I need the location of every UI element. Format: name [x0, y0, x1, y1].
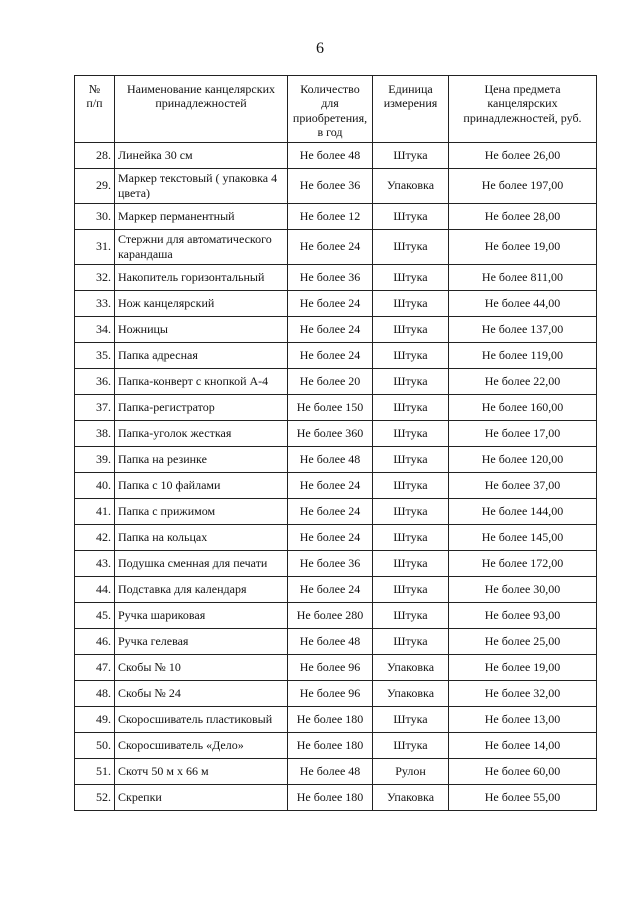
- item-price: Не более 17,00: [449, 420, 597, 446]
- item-price: Не более 26,00: [449, 142, 597, 168]
- table-row: [75, 142, 597, 168]
- item-unit: Штука: [373, 628, 449, 654]
- item-quantity: Не более 180: [288, 732, 373, 758]
- item-price: Не более 19,00: [449, 654, 597, 680]
- item-quantity: Не более 48: [288, 628, 373, 654]
- item-name: Ножницы: [115, 316, 288, 342]
- item-quantity: Не более 20: [288, 368, 373, 394]
- table-row: [75, 732, 597, 758]
- item-name: Папка на резинке: [115, 446, 288, 472]
- table-row: [75, 316, 597, 342]
- item-quantity: Не более 24: [288, 290, 373, 316]
- table-row: [75, 446, 597, 472]
- item-name: Папка адресная: [115, 342, 288, 368]
- item-quantity: Не более 180: [288, 706, 373, 732]
- table-row: [75, 706, 597, 732]
- item-name: Ручка шариковая: [115, 602, 288, 628]
- item-unit: Штука: [373, 264, 449, 290]
- row-number: 29.: [75, 168, 115, 203]
- item-quantity: Не более 48: [288, 758, 373, 784]
- item-unit: Упаковка: [373, 680, 449, 706]
- item-quantity: Не более 360: [288, 420, 373, 446]
- item-quantity: Не более 96: [288, 680, 373, 706]
- item-quantity: Не более 36: [288, 550, 373, 576]
- item-name: Папка с 10 файлами: [115, 472, 288, 498]
- item-quantity: Не более 96: [288, 654, 373, 680]
- item-price: Не более 25,00: [449, 628, 597, 654]
- row-number: 47.: [75, 654, 115, 680]
- header-number: [75, 76, 115, 143]
- item-price: Не более 811,00: [449, 264, 597, 290]
- item-quantity: Не более 12: [288, 203, 373, 229]
- item-price: Не более 32,00: [449, 680, 597, 706]
- item-unit: Штука: [373, 203, 449, 229]
- row-number: 48.: [75, 680, 115, 706]
- item-name: Накопитель горизонтальный: [115, 264, 288, 290]
- row-number: 43.: [75, 550, 115, 576]
- item-name: Папка-конверт с кнопкой А-4: [115, 368, 288, 394]
- item-unit: Штука: [373, 602, 449, 628]
- table-row: [75, 524, 597, 550]
- item-unit: Штука: [373, 342, 449, 368]
- item-name: Папка с прижимом: [115, 498, 288, 524]
- item-price: Не более 93,00: [449, 602, 597, 628]
- item-quantity: Не более 36: [288, 264, 373, 290]
- row-number: 39.: [75, 446, 115, 472]
- item-quantity: Не более 24: [288, 524, 373, 550]
- row-number: 49.: [75, 706, 115, 732]
- row-number: 35.: [75, 342, 115, 368]
- item-quantity: Не более 24: [288, 498, 373, 524]
- item-unit: Штука: [373, 142, 449, 168]
- row-number: 46.: [75, 628, 115, 654]
- item-price: Не более 172,00: [449, 550, 597, 576]
- table-row: [75, 168, 597, 203]
- table-row: [75, 394, 597, 420]
- header-unit: [373, 76, 449, 143]
- item-name: Скотч 50 м х 66 м: [115, 758, 288, 784]
- item-unit: Штука: [373, 524, 449, 550]
- table-row: [75, 758, 597, 784]
- item-price: Не более 14,00: [449, 732, 597, 758]
- item-unit: Штука: [373, 446, 449, 472]
- item-unit: Штука: [373, 316, 449, 342]
- table-row: [75, 420, 597, 446]
- header-quantity-text: Количество для приобретения, в год: [292, 82, 368, 140]
- item-price: Не более 22,00: [449, 368, 597, 394]
- item-price: Не более 28,00: [449, 203, 597, 229]
- item-unit: Штука: [373, 498, 449, 524]
- table-row: [75, 550, 597, 576]
- row-number: 42.: [75, 524, 115, 550]
- header-price-text: Цена предмета канцелярских принадлежностей, руб.: [463, 82, 582, 125]
- item-unit: Упаковка: [373, 168, 449, 203]
- item-name: Скобы № 24: [115, 680, 288, 706]
- item-unit: Штука: [373, 732, 449, 758]
- row-number: 31.: [75, 229, 115, 264]
- row-number: 37.: [75, 394, 115, 420]
- item-price: Не более 145,00: [449, 524, 597, 550]
- item-unit: Штука: [373, 394, 449, 420]
- table-row: [75, 576, 597, 602]
- table-row: [75, 784, 597, 810]
- row-number: 30.: [75, 203, 115, 229]
- item-quantity: Не более 48: [288, 142, 373, 168]
- row-number: 52.: [75, 784, 115, 810]
- item-name: Папка-регистратор: [115, 394, 288, 420]
- item-quantity: Не более 24: [288, 576, 373, 602]
- item-unit: Штука: [373, 290, 449, 316]
- header-unit-text: Единица измерения: [383, 82, 438, 111]
- item-quantity: Не более 24: [288, 316, 373, 342]
- item-price: Не более 120,00: [449, 446, 597, 472]
- item-quantity: Не более 280: [288, 602, 373, 628]
- item-unit: Штука: [373, 229, 449, 264]
- item-quantity: Не более 24: [288, 229, 373, 264]
- office-supplies-table: [74, 75, 597, 811]
- row-number: 45.: [75, 602, 115, 628]
- row-number: 40.: [75, 472, 115, 498]
- item-quantity: Не более 180: [288, 784, 373, 810]
- table-body: [75, 142, 597, 810]
- item-name: Стержни для автоматического карандаша: [115, 229, 288, 264]
- item-name: Папка на кольцах: [115, 524, 288, 550]
- item-name: Маркер текстовый ( упаковка 4 цвета): [115, 168, 288, 203]
- item-quantity: Не более 24: [288, 342, 373, 368]
- row-number: 28.: [75, 142, 115, 168]
- item-price: Не более 197,00: [449, 168, 597, 203]
- item-name: Ручка гелевая: [115, 628, 288, 654]
- row-number: 51.: [75, 758, 115, 784]
- header-price: [449, 76, 597, 143]
- item-price: Не более 119,00: [449, 342, 597, 368]
- table-row: [75, 290, 597, 316]
- table-row: [75, 498, 597, 524]
- item-name: Скобы № 10: [115, 654, 288, 680]
- item-price: Не более 137,00: [449, 316, 597, 342]
- row-number: 38.: [75, 420, 115, 446]
- item-price: Не более 37,00: [449, 472, 597, 498]
- item-name: Скрепки: [115, 784, 288, 810]
- row-number: 41.: [75, 498, 115, 524]
- table-row: [75, 264, 597, 290]
- item-name: Нож канцелярский: [115, 290, 288, 316]
- table-row: [75, 229, 597, 264]
- item-name: Маркер перманентный: [115, 203, 288, 229]
- table-row: [75, 628, 597, 654]
- item-quantity: Не более 24: [288, 472, 373, 498]
- item-unit: Рулон: [373, 758, 449, 784]
- item-unit: Штука: [373, 576, 449, 602]
- item-price: Не более 13,00: [449, 706, 597, 732]
- item-unit: Штука: [373, 472, 449, 498]
- table-row: [75, 203, 597, 229]
- item-unit: Упаковка: [373, 784, 449, 810]
- table-row: [75, 602, 597, 628]
- item-name: Скоросшиватель пластиковый: [115, 706, 288, 732]
- row-number: 33.: [75, 290, 115, 316]
- item-price: Не более 144,00: [449, 498, 597, 524]
- item-quantity: Не более 150: [288, 394, 373, 420]
- item-unit: Штука: [373, 420, 449, 446]
- row-number: 44.: [75, 576, 115, 602]
- item-quantity: Не более 36: [288, 168, 373, 203]
- row-number: 36.: [75, 368, 115, 394]
- item-name: Папка-уголок жесткая: [115, 420, 288, 446]
- item-unit: Штука: [373, 706, 449, 732]
- header-number-text: № п/п: [86, 82, 103, 111]
- table-header-row: [75, 76, 597, 143]
- item-price: Не более 44,00: [449, 290, 597, 316]
- item-unit: Штука: [373, 550, 449, 576]
- item-name: Подушка сменная для печати: [115, 550, 288, 576]
- row-number: 34.: [75, 316, 115, 342]
- row-number: 50.: [75, 732, 115, 758]
- header-name: [115, 76, 288, 143]
- item-price: Не более 60,00: [449, 758, 597, 784]
- item-price: Не более 55,00: [449, 784, 597, 810]
- table-row: [75, 472, 597, 498]
- item-price: Не более 30,00: [449, 576, 597, 602]
- item-name: Линейка 30 см: [115, 142, 288, 168]
- item-quantity: Не более 48: [288, 446, 373, 472]
- item-price: Не более 160,00: [449, 394, 597, 420]
- header-name-text: Наименование канцелярских принадлежностей: [127, 82, 275, 111]
- page-number: 6: [316, 40, 324, 57]
- header-quantity: [288, 76, 373, 143]
- row-number: 32.: [75, 264, 115, 290]
- table-row: [75, 368, 597, 394]
- table-row: [75, 680, 597, 706]
- item-name: Подставка для календаря: [115, 576, 288, 602]
- item-unit: Упаковка: [373, 654, 449, 680]
- item-unit: Штука: [373, 368, 449, 394]
- table-row: [75, 654, 597, 680]
- item-name: Скоросшиватель «Дело»: [115, 732, 288, 758]
- item-price: Не более 19,00: [449, 229, 597, 264]
- table-row: [75, 342, 597, 368]
